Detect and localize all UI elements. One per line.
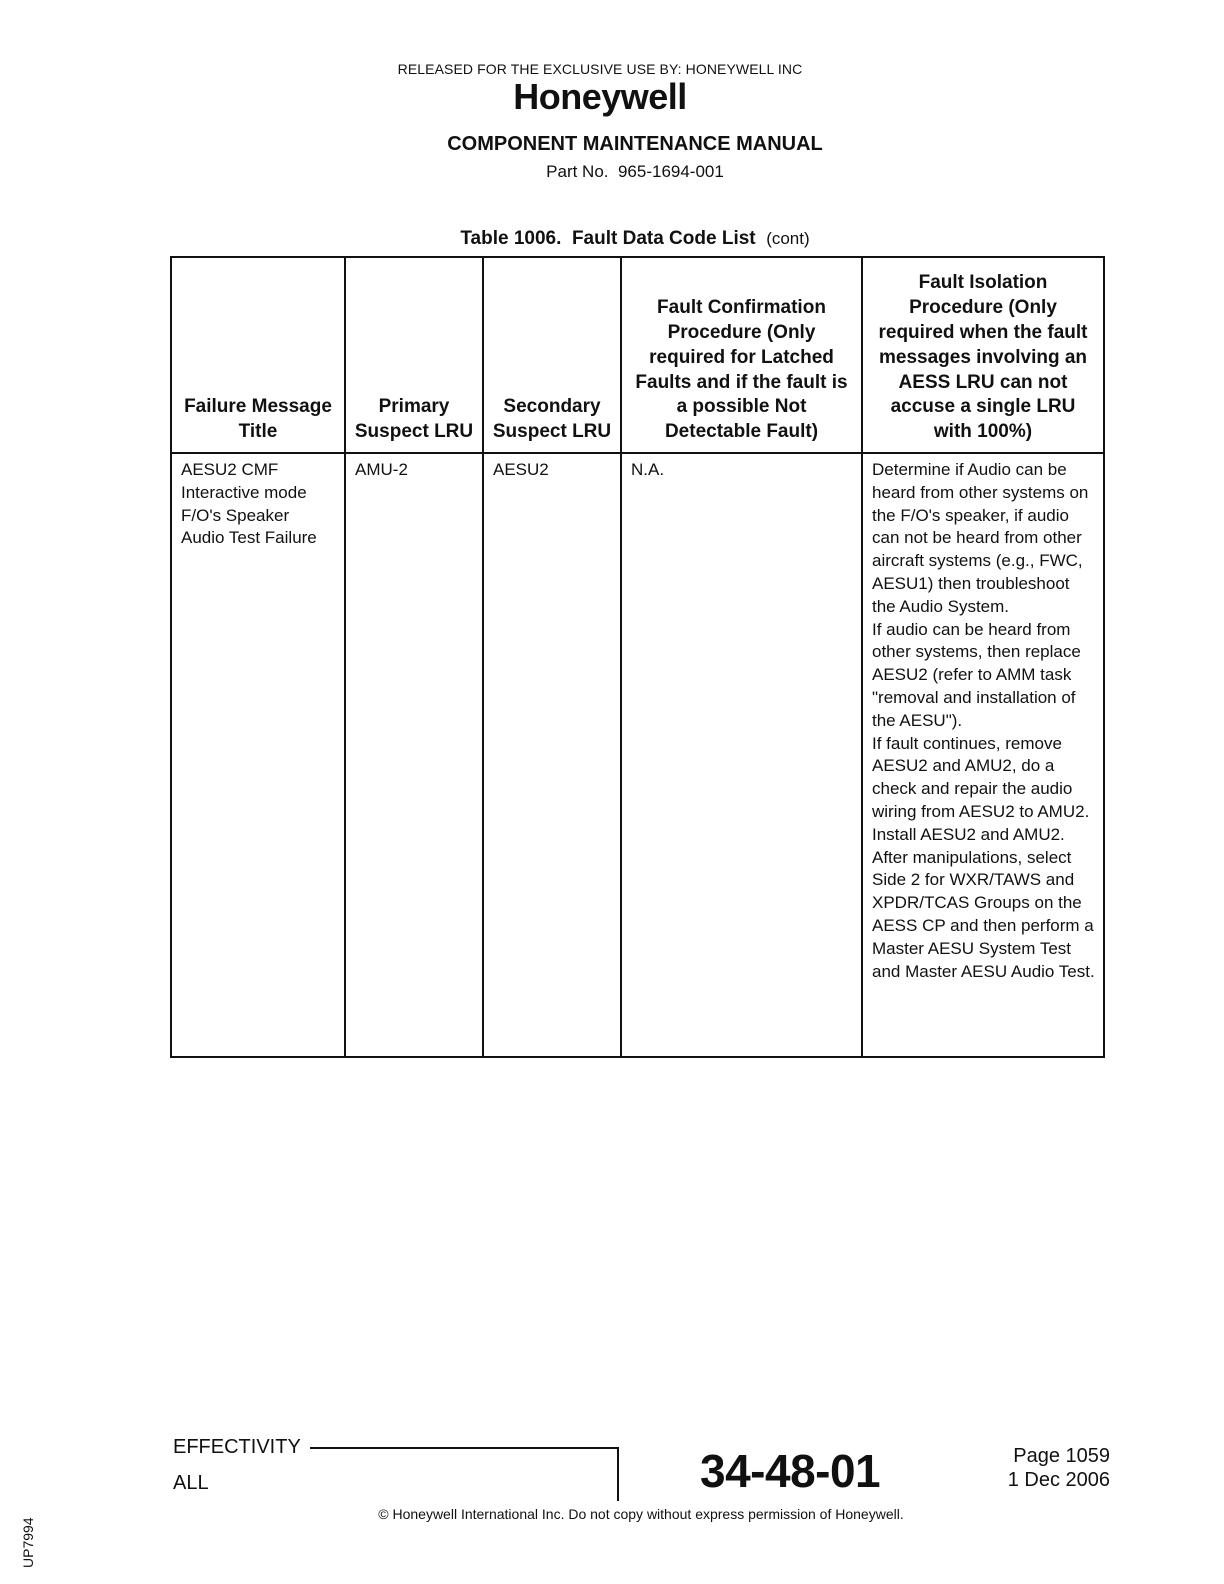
- column-header-secondary-suspect: Secondary Suspect LRU: [483, 257, 621, 453]
- table-title: Fault Data Code List: [571, 228, 756, 249]
- primary-suspect-cell: AMU-2: [345, 453, 483, 1057]
- part-number: 965-1694-001: [617, 162, 724, 181]
- column-header-fault-isolation: Fault Isolation Procedure (Only required when the fault messages involving an AESS LRU can not accuse a single LRU with 100%): [862, 257, 1104, 453]
- part-number-line: [0, 162, 1224, 182]
- copyright-notice: © Honeywell International Inc. Do not copy without express permission of Honeywell.: [378, 1506, 904, 1522]
- release-notice: RELEASED FOR THE EXCLUSIVE USE BY: HONEYWELL INC: [397, 61, 803, 77]
- effectivity-rule: [310, 1447, 618, 1449]
- fault-isolation-step: After manipulations, select Side 2 for WXR/TAWS and XPDR/TCAS Groups on the AESS CP and then perform a Master AESU System Test and Master AESU Audio Test.: [872, 847, 1095, 981]
- column-header-primary-suspect: Primary Suspect LRU: [345, 257, 483, 453]
- part-number-label: Part No.: [546, 162, 609, 181]
- page-date: 1 Dec 2006: [1007, 1469, 1110, 1491]
- column-header-failure-message: Failure Message Title: [171, 257, 345, 453]
- fault-isolation-step: Determine if Audio can be heard from other systems on the F/O's speaker, if audio can not be heard from other aircraft systems (e.g., FWC, AESU1) then troubleshoot the Audio System.: [872, 460, 1089, 616]
- fault-isolation-cell: [862, 453, 1104, 1057]
- secondary-suspect-cell: AESU2: [483, 453, 621, 1057]
- document-number: 34-48-01: [700, 1445, 881, 1497]
- table-header-row: [171, 257, 1104, 453]
- side-code: UP7994: [20, 1517, 36, 1568]
- table-caption: [0, 228, 1224, 250]
- page-number: Page 1059: [1013, 1445, 1110, 1467]
- manual-title: COMPONENT MAINTENANCE MANUAL: [447, 133, 823, 155]
- column-header-fault-confirmation: Fault Confirmation Procedure (Only required for Latched Faults and if the fault is a possible Not Detectable Fault): [621, 257, 862, 453]
- table-row: [171, 453, 1104, 1057]
- effectivity-divider: [617, 1447, 619, 1501]
- fault-data-code-table: [170, 256, 1105, 1058]
- failure-message-title-cell: AESU2 CMF Interactive mode F/O's Speaker Audio Test Failure: [171, 453, 345, 1057]
- fault-isolation-step: If audio can be heard from other systems, then replace AESU2 (refer to AMM task "removal and installation of the AESU").: [872, 619, 1081, 730]
- effectivity-value: ALL: [173, 1472, 209, 1494]
- effectivity-label: EFFECTIVITY: [173, 1436, 301, 1458]
- honeywell-logo: Honeywell: [513, 76, 687, 117]
- table-number: Table 1006.: [460, 228, 562, 249]
- fault-confirmation-cell: N.A.: [621, 453, 862, 1057]
- table-continued: (cont): [766, 229, 810, 248]
- fault-isolation-step: If fault continues, remove AESU2 and AMU2, do a check and repair the audio wiring from AESU2 to AMU2. Install AESU2 and AMU2.: [872, 733, 1090, 844]
